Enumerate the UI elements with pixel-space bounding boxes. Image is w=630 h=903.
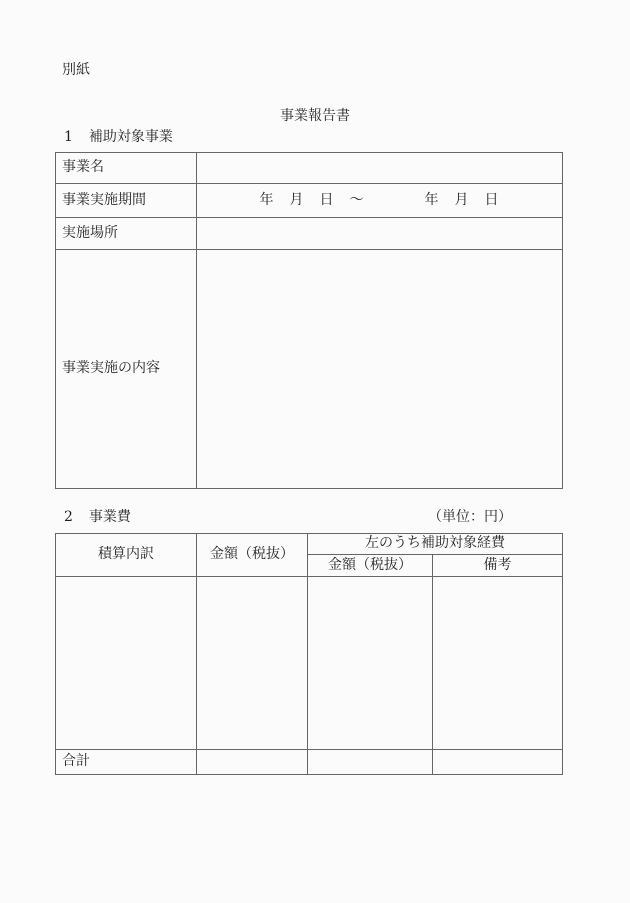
section1-title: 補助対象事業 bbox=[88, 129, 173, 145]
total-remarks-cell bbox=[433, 750, 563, 775]
implementation-period-value: 年 月 日 ～ 年 月 日 bbox=[197, 184, 563, 218]
subsidized-business-table bbox=[55, 152, 563, 489]
section2-heading bbox=[64, 509, 131, 527]
remarks-header: 備考 bbox=[433, 555, 563, 577]
total-label: 合計 bbox=[56, 750, 197, 775]
table-row bbox=[56, 577, 563, 750]
location-label: 実施場所 bbox=[56, 218, 197, 250]
business-content-value bbox=[197, 250, 563, 489]
total-subsidy-amount-cell bbox=[308, 750, 433, 775]
total-row bbox=[56, 750, 563, 775]
table-row bbox=[56, 218, 563, 250]
business-name-value bbox=[197, 153, 563, 184]
business-content-label: 事業実施の内容 bbox=[56, 250, 197, 489]
document-title: 事業報告書 bbox=[280, 108, 350, 124]
subsidy-amount-cell bbox=[308, 577, 433, 750]
section1-number: 1 bbox=[64, 129, 73, 145]
header-row bbox=[56, 534, 563, 555]
section2-number: 2 bbox=[64, 509, 73, 525]
total-amount-cell bbox=[197, 750, 308, 775]
attachment-label: 別紙 bbox=[62, 62, 90, 78]
breakdown-cell bbox=[56, 577, 197, 750]
unit-note: （単位：円） bbox=[428, 509, 512, 525]
table-row bbox=[56, 153, 563, 184]
location-value bbox=[197, 218, 563, 250]
expenses-table bbox=[55, 533, 563, 775]
amount-header: 金額（税抜） bbox=[197, 534, 308, 577]
table-row bbox=[56, 250, 563, 489]
business-name-label: 事業名 bbox=[56, 153, 197, 184]
amount-cell bbox=[197, 577, 308, 750]
subsidy-amount-header: 金額（税抜） bbox=[308, 555, 433, 577]
table-row bbox=[56, 184, 563, 218]
subsidy-group-header: 左のうち補助対象経費 bbox=[308, 534, 563, 555]
section1-heading bbox=[64, 129, 173, 147]
implementation-period-label: 事業実施期間 bbox=[56, 184, 197, 218]
section2-title: 事業費 bbox=[88, 509, 131, 525]
breakdown-header: 積算内訳 bbox=[56, 534, 197, 577]
remarks-cell bbox=[433, 577, 563, 750]
